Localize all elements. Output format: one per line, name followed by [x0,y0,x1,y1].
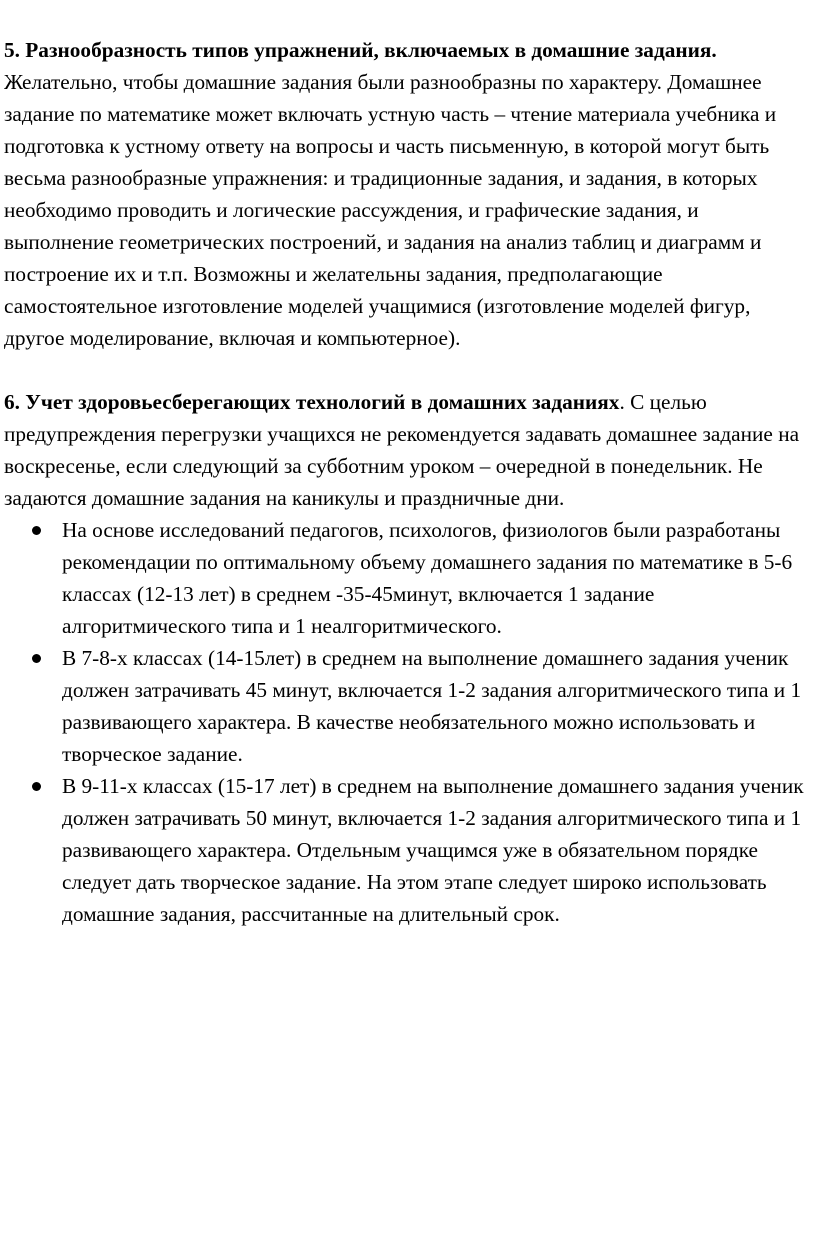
list-item-text: В 7-8-х классах (14-15лет) в среднем на выполнение домашнего задания ученик должен затрачивать 45 минут, включается 1-2 задания алгоритмического типа и 1 развивающего характера. В качестве необязательного можно использовать и творческое задание. [62,646,802,766]
section-6-heading: 6. Учет здоровьесберегающих технологий в домашних заданиях [4,390,620,414]
list-item [4,514,806,642]
section-6-paragraph [4,386,806,514]
section-5-text: Желательно, чтобы домашние задания были разнообразны по характеру. Домашнее задание по математике может включать устную часть – чтение материала учебника и подготовка к устному ответу на вопросы и часть письменную, в которой могут быть весьма разнообразные упражнения: и традиционные задания, и задания, в которых необходимо проводить и логические рассуждения, и графические задания, и выполнение геометрических построений, и задания на анализ таблиц и диаграмм и построение их и т.п. Возможны и желательны задания, предполагающие самостоятельное изготовление моделей учащимися (изготовление моделей фигур, другое моделирование, включая и компьютерное). [4,70,777,350]
list-item [4,642,806,770]
section-6-text: . С целью предупреждения перегрузки учащихся не рекомендуется задавать домашнее задание на воскресенье, если следующий за субботним уроком – очередной в понедельник. Не задаются домашние задания на каникулы и праздничные дни. [4,390,800,510]
section-5-heading: 5. Разнообразность типов упражнений, включаемых в домашние задания. [4,38,717,62]
bullet-icon [32,654,41,663]
bullet-icon [32,526,41,535]
section-5-paragraph [4,34,806,354]
bullet-icon [32,782,41,791]
list-item [4,770,806,930]
list-item-text: В 9-11-х классах (15-17 лет) в среднем на выполнение домашнего задания ученик должен затрачивать 50 минут, включается 1-2 задания алгоритмического типа и 1 развивающего характера. Отдельным учащимся уже в обязательном порядке следует дать творческое задание. На этом этапе следует широко использовать домашние задания, рассчитанные на длительный срок. [62,774,804,926]
recommendations-list [4,514,806,930]
paragraph-spacer [4,354,806,386]
list-item-text: На основе исследований педагогов, психологов, физиологов были разработаны рекомендации по оптимальному объему домашнего задания по математике в 5-6 классах (12-13 лет) в среднем -35-45минут, включается 1 задание алгоритмического типа и 1 неалгоритмического. [62,518,793,638]
